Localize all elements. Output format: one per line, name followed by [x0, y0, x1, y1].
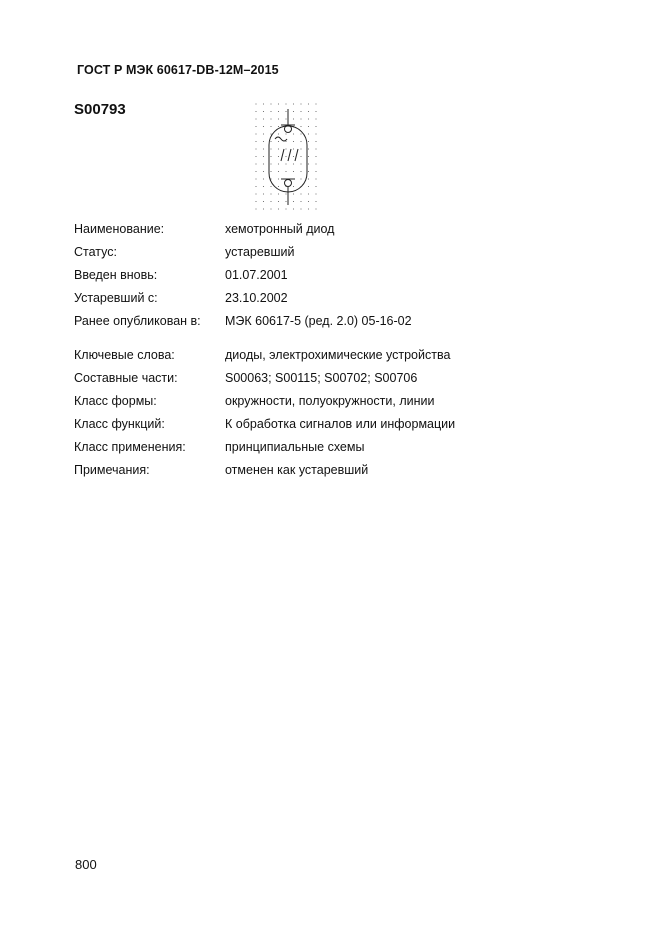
grid-dot — [270, 111, 271, 112]
grid-dot — [278, 178, 279, 179]
field-value: диоды, электрохимические устройства — [225, 348, 451, 362]
grid-dot — [315, 156, 316, 157]
field-value: окружности, полуокружности, линии — [225, 394, 435, 408]
grid-dot — [255, 111, 256, 112]
grid-dot — [308, 103, 309, 104]
grid-dot — [300, 126, 301, 127]
grid-dot — [315, 103, 316, 104]
grid-dot — [270, 141, 271, 142]
grid-dot — [308, 133, 309, 134]
grid-dot — [285, 208, 286, 209]
field-application-class — [74, 436, 455, 459]
grid-dot — [270, 118, 271, 119]
field-function-class — [74, 413, 455, 436]
grid-dot — [263, 148, 264, 149]
grid-dot — [255, 118, 256, 119]
field-label: Ключевые слова: — [74, 348, 175, 362]
grid-dot — [263, 111, 264, 112]
field-obsolete-since — [74, 287, 455, 310]
field-value: принципиальные схемы — [225, 440, 365, 454]
grid-dot — [255, 171, 256, 172]
grid-dot — [278, 103, 279, 104]
grid-dot — [270, 148, 271, 149]
grid-dot — [255, 201, 256, 202]
grid-dot — [300, 208, 301, 209]
grid-dot — [270, 133, 271, 134]
grid-dot — [263, 171, 264, 172]
grid-dot — [270, 178, 271, 179]
field-value: К обработка сигналов или информации — [225, 417, 456, 431]
grid-dot — [293, 111, 294, 112]
grid-dot — [278, 163, 279, 164]
grid-dot — [300, 148, 301, 149]
grid-dot — [315, 186, 316, 187]
grid-dot — [270, 156, 271, 157]
field-label: Составные части: — [74, 371, 178, 385]
grid-dot — [285, 103, 286, 104]
grid-dot — [255, 126, 256, 127]
grid-dot — [263, 193, 264, 194]
grid-dot — [263, 201, 264, 202]
grid-dot — [255, 141, 256, 142]
field-value: МЭК 60617-5 (ред. 2.0) 05-16-02 — [225, 314, 412, 328]
field-keywords — [74, 344, 455, 367]
grid-dot — [263, 103, 264, 104]
grid-dot — [285, 193, 286, 194]
grid-dot — [308, 126, 309, 127]
grid-dot — [285, 171, 286, 172]
grid-dot — [293, 163, 294, 164]
grid-dot — [293, 201, 294, 202]
grid-dot — [278, 126, 279, 127]
grid-dot — [255, 156, 256, 157]
grid-dot — [263, 208, 264, 209]
grid-dot — [300, 141, 301, 142]
grid-dot — [270, 186, 271, 187]
field-previously-published — [74, 310, 455, 333]
grid-dot — [300, 103, 301, 104]
grid-dot — [270, 208, 271, 209]
grid-dot — [263, 118, 264, 119]
symbol-properties — [74, 218, 455, 482]
grid-dot — [255, 148, 256, 149]
field-label: Класс применения: — [74, 440, 186, 454]
grid-dot — [285, 118, 286, 119]
grid-dot — [300, 133, 301, 134]
grid-dot — [285, 133, 286, 134]
field-name — [74, 218, 455, 241]
grid-dot — [285, 111, 286, 112]
grid-dot — [308, 171, 309, 172]
grid-dot — [278, 201, 279, 202]
grid-dot — [263, 141, 264, 142]
grid-dot — [308, 156, 309, 157]
field-notes — [74, 459, 455, 482]
grid-dot — [263, 133, 264, 134]
grid-dot — [315, 111, 316, 112]
grid-dot — [255, 208, 256, 209]
grid-dot — [278, 156, 279, 157]
field-shape-class — [74, 390, 455, 413]
grid-dot — [308, 111, 309, 112]
grid-dot — [278, 148, 279, 149]
grid-dot — [315, 171, 316, 172]
grid-dot — [308, 208, 309, 209]
grid-dot — [308, 178, 309, 179]
field-label: Устаревший с: — [74, 291, 158, 305]
grid-dot — [263, 163, 264, 164]
grid-dot — [278, 208, 279, 209]
grid-dot — [315, 193, 316, 194]
grid-dot — [315, 201, 316, 202]
field-status — [74, 241, 455, 264]
grid-dot — [315, 133, 316, 134]
grid-dot — [285, 148, 286, 149]
grid-dot — [278, 111, 279, 112]
grid-dot — [293, 141, 294, 142]
grid-dot — [308, 163, 309, 164]
grid-dot — [293, 171, 294, 172]
grid-dot — [270, 126, 271, 127]
grid-dot — [300, 111, 301, 112]
field-label: Примечания: — [74, 463, 150, 477]
field-value: хемотронный диод — [225, 222, 335, 236]
field-label: Ранее опубликован в: — [74, 314, 201, 328]
grid-dot — [293, 148, 294, 149]
grid-dot — [263, 178, 264, 179]
grid-dot — [315, 163, 316, 164]
grid-dot — [255, 103, 256, 104]
grid-dot — [293, 118, 294, 119]
grid-dot — [270, 163, 271, 164]
grid-dot — [315, 126, 316, 127]
field-value: 23.10.2002 — [225, 291, 288, 305]
grid-dot — [308, 186, 309, 187]
grid-dot — [255, 186, 256, 187]
grid-dot — [293, 186, 294, 187]
field-introduced — [74, 264, 455, 287]
section-gap — [74, 333, 455, 344]
grid-dot — [293, 193, 294, 194]
grid-dot — [278, 141, 279, 142]
grid-dot — [308, 193, 309, 194]
grid-dot — [300, 118, 301, 119]
grid-dot — [270, 171, 271, 172]
field-label: Введен вновь: — [74, 268, 158, 282]
grid-dot — [278, 171, 279, 172]
grid-dot — [263, 156, 264, 157]
grid-dot — [315, 148, 316, 149]
field-value: 01.07.2001 — [225, 268, 288, 282]
grid-dot — [270, 201, 271, 202]
grid-dot — [255, 178, 256, 179]
grid-dot — [285, 141, 286, 142]
grid-dot — [270, 103, 271, 104]
grid-dot — [263, 126, 264, 127]
grid-dot — [255, 193, 256, 194]
grid-dot — [315, 118, 316, 119]
grid-dot — [278, 133, 279, 134]
grid-dot — [285, 163, 286, 164]
grid-dot — [285, 201, 286, 202]
field-label: Наименование: — [74, 222, 165, 236]
field-value: отменен как устаревший — [225, 463, 369, 477]
chemotronic-diode-symbol-icon — [253, 101, 321, 213]
grid-dot — [300, 201, 301, 202]
document-header: ГОСТ Р МЭК 60617-DB-12M–2015 — [77, 63, 279, 77]
grid-dot — [255, 133, 256, 134]
grid-dot — [300, 178, 301, 179]
grid-dot — [255, 163, 256, 164]
grid-dot — [293, 208, 294, 209]
grid-dot — [308, 148, 309, 149]
symbol-code: S00793 — [74, 101, 126, 118]
field-value: устаревший — [225, 245, 295, 259]
field-label: Статус: — [74, 245, 117, 259]
grid-dot — [263, 186, 264, 187]
field-label: Класс формы: — [74, 394, 157, 408]
grid-dot — [315, 208, 316, 209]
grid-dot — [293, 103, 294, 104]
grid-dot — [285, 156, 286, 157]
grid-dot — [315, 141, 316, 142]
grid-dot — [308, 201, 309, 202]
grid-dot — [293, 156, 294, 157]
grid-dot — [300, 156, 301, 157]
grid-dot — [300, 163, 301, 164]
grid-dot — [270, 193, 271, 194]
grid-dot — [315, 178, 316, 179]
field-label: Класс функций: — [74, 417, 165, 431]
grid-dot — [300, 171, 301, 172]
page-number: 800 — [75, 857, 97, 872]
field-value: S00063; S00115; S00702; S00706 — [225, 371, 418, 385]
grid-dot — [300, 193, 301, 194]
grid-dot — [278, 193, 279, 194]
grid-dot — [308, 141, 309, 142]
grid-dot — [278, 186, 279, 187]
grid-dot — [278, 118, 279, 119]
grid-dot — [293, 133, 294, 134]
field-components — [74, 367, 455, 390]
grid-dot — [308, 118, 309, 119]
